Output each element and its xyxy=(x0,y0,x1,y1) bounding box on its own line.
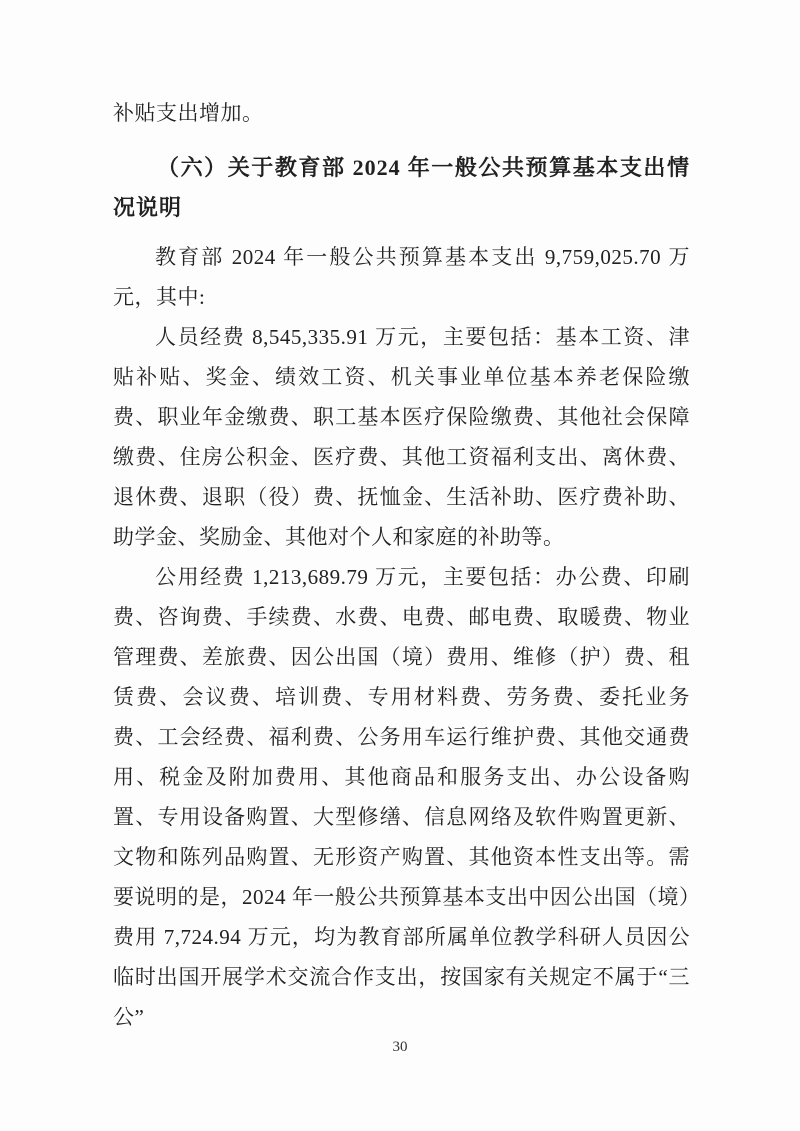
paragraph-continuation: 补贴支出增加。 xyxy=(113,101,264,125)
paragraph-total-expenditure: 教育部 2024 年一般公共预算基本支出 9,759,025.70 万元，其中: xyxy=(113,245,690,309)
paragraph-public-expenses: 公用经费 1,213,689.79 万元，主要包括：办公费、印刷费、咨询费、手续费、水费、电费、邮电费、取暖费、物业管理费、差旅费、因公出国（境）费用、维修（护）费、租赁费、会议费、培训费、专用材料费、劳务费、委托业务费、工会经费、福利费、公务用车运行维护费、其他交通费用、税金及附加费用、其他商品和服务支出、办公设备购置、专用设备购置、大型修缮、信息网络及软件购置更新、文物和陈列品购置、无形资产购置、其他资本性支出等。需要说明的是，2024 年一般公共预算基本支出中因公出国（境）费用 7,724.94 万元，均为教育部所属单位教学科研人员因公临时出国开展学术交流合作支出，按国家有关规定不属于“三公” xyxy=(113,565,690,1029)
section-heading: （六）关于教育部 2024 年一般公共预算基本支出情况说明 xyxy=(113,155,690,220)
page-number: 30 xyxy=(392,1039,408,1055)
document-content xyxy=(113,93,690,1037)
paragraph-personnel-expenses: 人员经费 8,545,335.91 万元，主要包括：基本工资、津贴补贴、奖金、绩效工资、机关事业单位基本养老保险缴费、职业年金缴费、职工基本医疗保险缴费、其他社会保障缴费、住房公积金、医疗费、其他工资福利支出、离休费、退休费、退职（役）费、抚恤金、生活补助、医疗费补助、助学金、奖励金、其他对个人和家庭的补助等。 xyxy=(113,325,690,549)
